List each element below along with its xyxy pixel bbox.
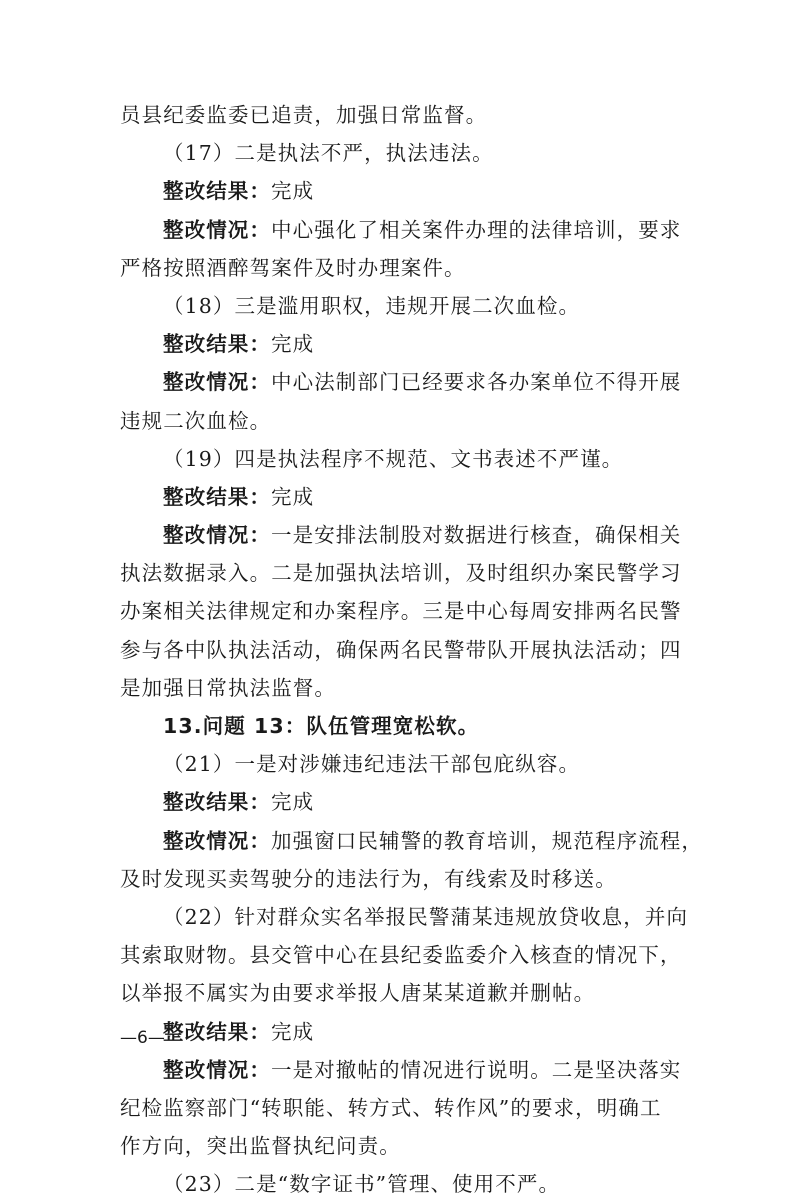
result-label: 整改结果： [163,790,271,815]
item-22: （22）针对群众实名举报民警蒲某违规放贷收息，并向 [163,904,689,929]
situation-line: 整改情况：中心强化了相关案件办理的法律培训，要求 [163,217,682,242]
situation-label: 整改情况： [163,1057,271,1082]
text-line: 员县纪委监委已追责，加强日常监督。 [120,103,488,127]
situation-line: 整改情况：加强窗口民辅警的教育培训，规范程序流程， [163,828,703,853]
text-line: 违规二次血检。 [120,408,272,433]
text-line: 以举报不属实为由要求举报人唐某某道歉并删帖。 [120,981,596,1006]
result-line: 整改结果：完成 [163,1019,315,1044]
result-label: 整改结果： [163,1019,271,1044]
text-line: 办案相关法律规定和办案程序。三是中心每周安排两名民警 [120,599,682,624]
result-line: 整改结果：完成 [163,332,315,357]
situation-label: 整改情况： [163,217,271,242]
situation-line: 整改情况：中心法制部门已经要求各办案单位不得开展 [163,370,682,395]
text-line: 其索取财物。县交管中心在县纪委监委介入核查的情况下， [120,943,682,968]
result-label: 整改结果： [163,332,271,357]
result-line: 整改结果：完成 [163,790,315,815]
text-line: 作方向，突出监督执纪问责。 [120,1134,401,1159]
text-line: 及时发现买卖驾驶分的违法行为，有线索及时移送。 [120,866,617,891]
page-number: —6— [120,1028,165,1048]
item-17: （17）二是执法不严，执法违法。 [163,141,494,166]
situation-label: 整改情况： [163,370,271,395]
result-line: 整改结果：完成 [163,179,315,204]
situation-label: 整改情况： [163,523,271,548]
item-19: （19）四是执法程序不规范、文书表述不严谨。 [163,446,624,471]
item-18: （18）三是滥用职权，违规开展二次血检。 [163,293,581,318]
item-21: （21）一是对涉嫌违纪违法干部包庇纵容。 [163,752,581,777]
text-line: 严格按照酒醉驾案件及时办理案件。 [120,255,466,280]
text-line: 参与各中队执法活动，确保两名民警带队开展执法活动；四 [120,637,682,662]
section-heading-13: 13.问题 13：队伍管理宽松软。 [163,714,480,738]
situation-label: 整改情况： [163,828,271,853]
text-line: 纪检监察部门“转职能、转方式、转作风”的要求，明确工 [120,1095,662,1120]
item-23: （23）二是“数字证书”管理、使用不严。 [163,1172,561,1197]
situation-line: 整改情况：一是对撤帖的情况进行说明。二是坚决落实 [163,1057,682,1082]
result-label: 整改结果： [163,179,271,204]
situation-line: 整改情况：一是安排法制股对数据进行核查，确保相关 [163,523,682,548]
result-label: 整改结果： [163,484,271,509]
text-line: 执法数据录入。二是加强执法培训，及时组织办案民警学习 [120,561,682,586]
text-line: 是加强日常执法监督。 [120,675,336,700]
body-text [120,96,703,1203]
result-line: 整改结果：完成 [163,484,315,509]
